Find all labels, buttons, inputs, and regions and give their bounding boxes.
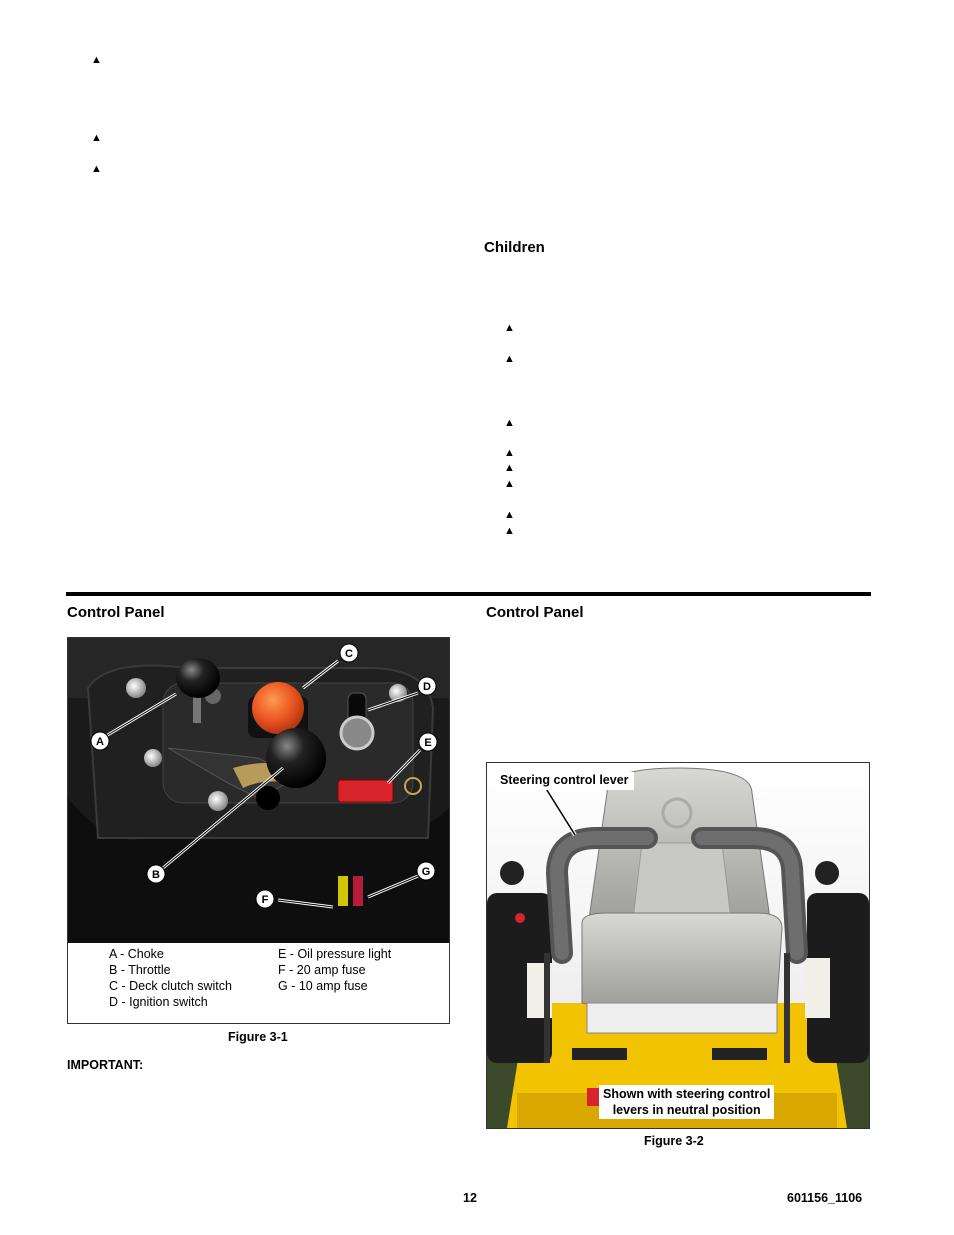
figure-control-panel — [67, 637, 450, 1024]
callout-label: F — [261, 894, 269, 906]
figure-caption: Figure 3-2 — [644, 1134, 704, 1148]
bullet-icon: ▲ — [91, 163, 102, 175]
callout-label: B — [152, 869, 160, 881]
important-label: IMPORTANT: — [67, 1058, 144, 1072]
bullet-icon: ▲ — [504, 478, 515, 490]
bullet-icon: ▲ — [504, 525, 515, 537]
page-number: 12 — [463, 1191, 477, 1205]
callout-label: C — [345, 648, 353, 660]
legend-item: G - 10 amp fuse — [278, 979, 368, 993]
legend-item: D - Ignition switch — [109, 995, 208, 1009]
bullet-icon: ▲ — [504, 462, 515, 474]
steering-lever-callout: Steering control lever — [495, 772, 634, 790]
bullet-icon: ▲ — [504, 322, 515, 334]
legend-item: A - Choke — [109, 947, 164, 961]
control-panel-heading-right: Control Panel — [486, 604, 584, 621]
seat-illustration — [487, 763, 869, 1128]
bullet-icon: ▲ — [504, 417, 515, 429]
bullet-icon: ▲ — [504, 447, 515, 459]
legend-item: F - 20 amp fuse — [278, 963, 366, 977]
legend-item: C - Deck clutch switch — [109, 979, 232, 993]
legend-left — [109, 946, 232, 1010]
control-panel-photo — [68, 638, 449, 943]
figure-caption: Figure 3-1 — [228, 1030, 288, 1044]
legend-item: E - Oil pressure light — [278, 947, 392, 961]
control-panel-heading-left: Control Panel — [67, 604, 165, 621]
document-code: 601156_1106 — [787, 1191, 863, 1205]
bullet-icon: ▲ — [91, 132, 102, 144]
callout-label: D — [423, 681, 431, 693]
bullet-icon: ▲ — [504, 353, 515, 365]
callout-label: G — [421, 866, 431, 878]
legend-right — [278, 946, 391, 994]
note-line: levers in neutral position — [612, 1103, 761, 1117]
neutral-position-note — [599, 1085, 774, 1119]
legend-item: B - Throttle — [109, 963, 171, 977]
note-line: Shown with steering control — [603, 1087, 771, 1101]
section-divider — [66, 592, 871, 596]
children-heading: Children — [484, 239, 545, 256]
callout-label: E — [424, 737, 432, 749]
figure-steering-levers — [486, 762, 870, 1129]
bullet-icon: ▲ — [91, 54, 102, 66]
callout-label: A — [96, 736, 104, 748]
bullet-icon: ▲ — [504, 509, 515, 521]
control-panel-illustration — [68, 638, 449, 943]
